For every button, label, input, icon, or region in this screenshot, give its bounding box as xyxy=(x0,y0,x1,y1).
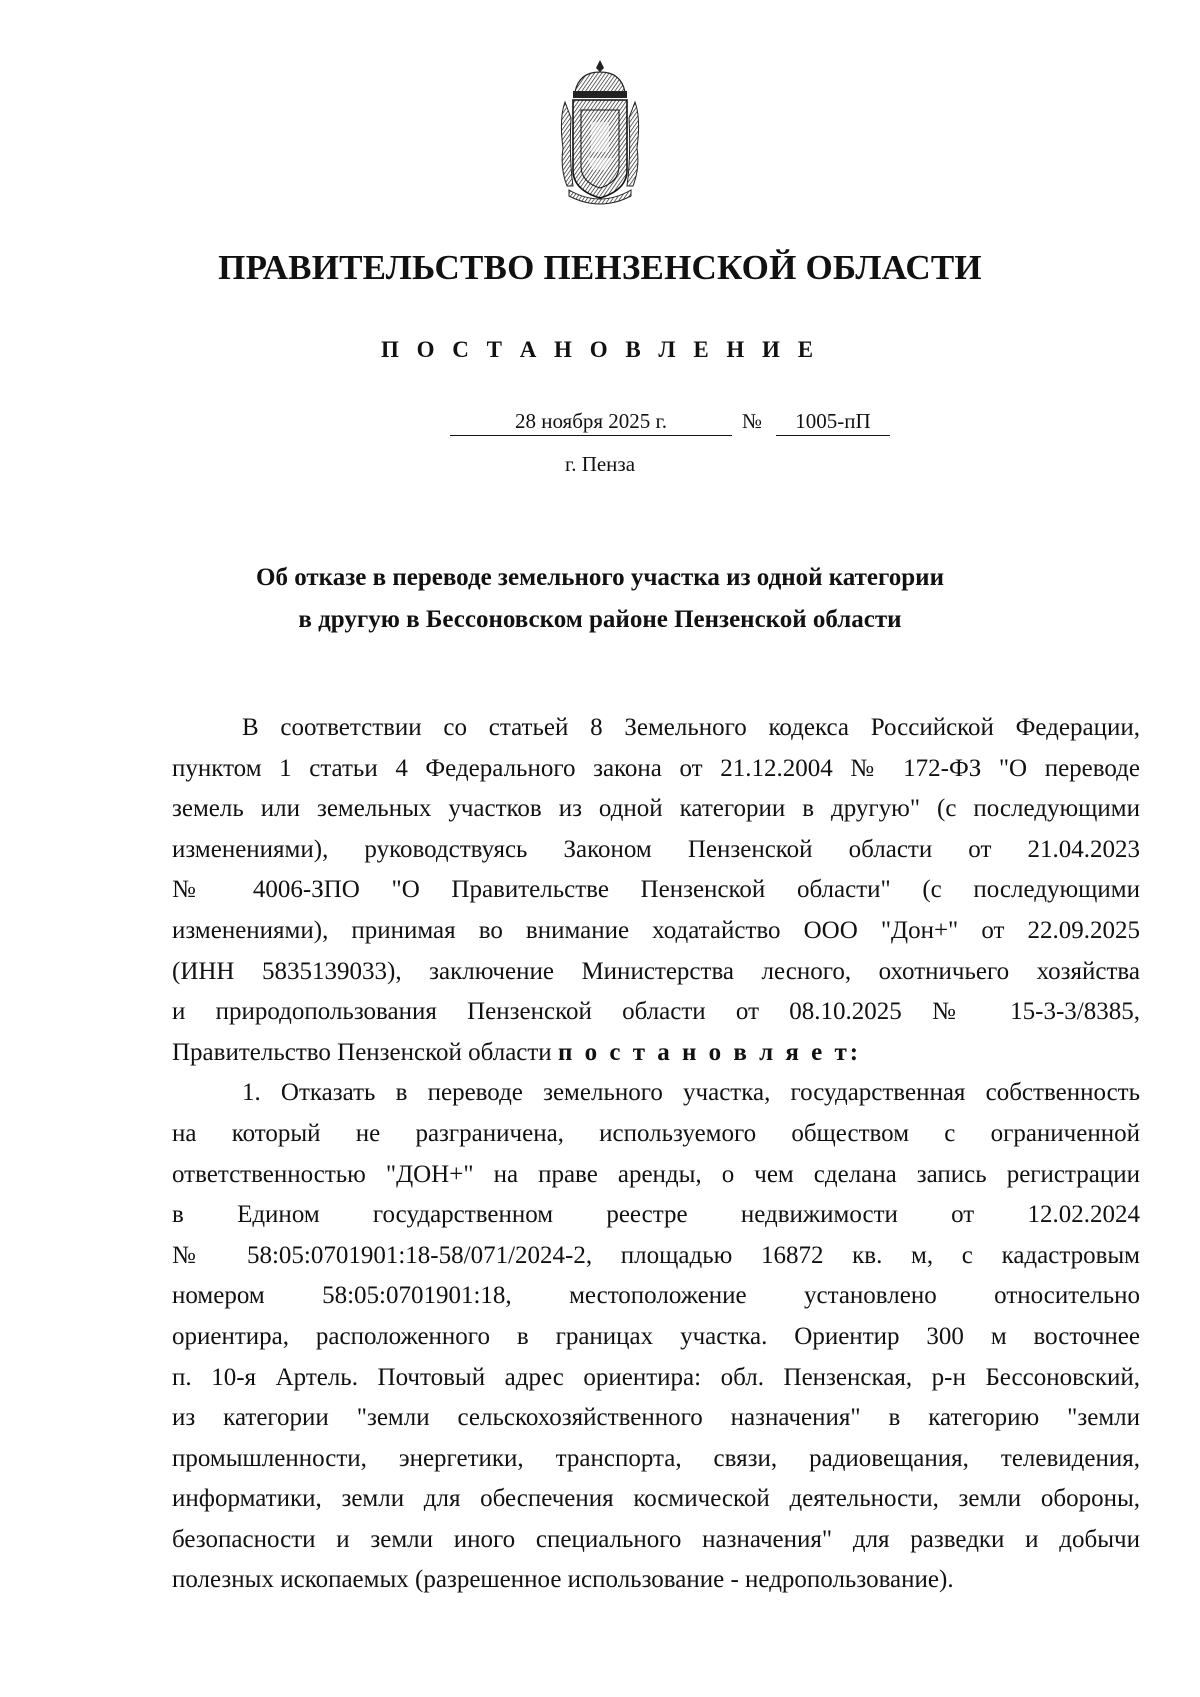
text-line: в Едином государственном реестре недвижимости от 12.02.2024 xyxy=(172,1201,1140,1229)
text-line: на который не разграничена, используемого обществом с ограниченной xyxy=(172,1119,1140,1147)
text-line: (ИНН 5835139033), заключение Министерства лесного, охотничьего хозяйства xyxy=(172,957,1140,985)
document-date: 28 ноября 2025 г. xyxy=(450,408,732,436)
text-line: ответственностью "ДОН+" на праве аренды, о чем сделана запись регистрации xyxy=(172,1160,1140,1188)
text-line: информатики, земли для обеспечения космической деятельности, земли обороны, xyxy=(172,1485,1140,1513)
document-number: 1005-пП xyxy=(776,408,890,436)
text-line: изменениями), принимая во внимание ходатайство ООО "Дон+" от 22.09.2025 xyxy=(172,916,1140,944)
date-number-line xyxy=(0,408,1200,438)
text-line: 1. Отказать в переводе земельного участка, государственная собственность xyxy=(242,1079,1140,1107)
text-line xyxy=(172,1033,1140,1074)
preamble-paragraph xyxy=(172,708,1140,1073)
number-sign: № xyxy=(742,409,763,433)
government-title: ПРАВИТЕЛЬСТВО ПЕНЗЕНСКОЙ ОБЛАСТИ xyxy=(218,248,982,287)
decree-word: п о с т а н о в л я е т: xyxy=(557,1038,862,1066)
coat-of-arms-emblem-icon xyxy=(557,58,643,208)
document-heading xyxy=(170,557,1030,641)
text-line: пунктом 1 статьи 4 Федерального закона от 21.12.2004 № 172-ФЗ "О переводе xyxy=(172,754,1140,782)
text-line: № 58:05:0701901:18-58/071/2024-2, площадью 16872 кв. м, с кадастровым xyxy=(172,1241,1140,1269)
text-line: полезных ископаемых (разрешенное использование - недропользование). xyxy=(172,1566,954,1594)
text-line: номером 58:05:0701901:18, местоположение установлено относительно xyxy=(172,1282,1140,1310)
text-line: № 4006-ЗПО "О Правительстве Пензенской области" (с последующими xyxy=(172,876,1140,904)
text-line: В соответствии со статьей 8 Земельного кодекса Российской Федерации, xyxy=(242,714,1140,741)
text-line: изменениями), руководствуясь Законом Пензенской области от 21.04.2023 xyxy=(172,835,1140,863)
clause-1-paragraph xyxy=(172,1073,1140,1601)
text-line: ориентира, расположенного в границах участка. Ориентир 300 м восточнее xyxy=(172,1322,1140,1350)
city: г. Пенза xyxy=(564,452,636,476)
heading-line: в другую в Бессоновском районе Пензенской области xyxy=(298,606,902,633)
document-type: П О С Т А Н О В Л Е Н И Е xyxy=(380,337,820,362)
document-body xyxy=(172,708,1140,1601)
text-line: промышленности, энергетики, транспорта, связи, радиовещания, телевидения, xyxy=(172,1444,1140,1472)
text-fragment: Правительство Пензенской области xyxy=(172,1038,552,1066)
text-line: земель или земельных участков из одной категории в другую" (с последующими xyxy=(172,795,1140,823)
text-line: п. 10-я Артель. Почтовый адрес ориентира: обл. Пензенская, р-н Бессоновский, xyxy=(172,1363,1140,1391)
text-line: безопасности и земли иного специального назначения" для разведки и добычи xyxy=(172,1525,1140,1553)
text-line: и природопользования Пензенской области от 08.10.2025 № 15-3-3/8385, xyxy=(172,998,1140,1026)
heading-line: Об отказе в переводе земельного участка из одной категории xyxy=(256,564,944,591)
text-line: из категории "земли сельскохозяйственного назначения" в категорию "земли xyxy=(172,1404,1140,1432)
